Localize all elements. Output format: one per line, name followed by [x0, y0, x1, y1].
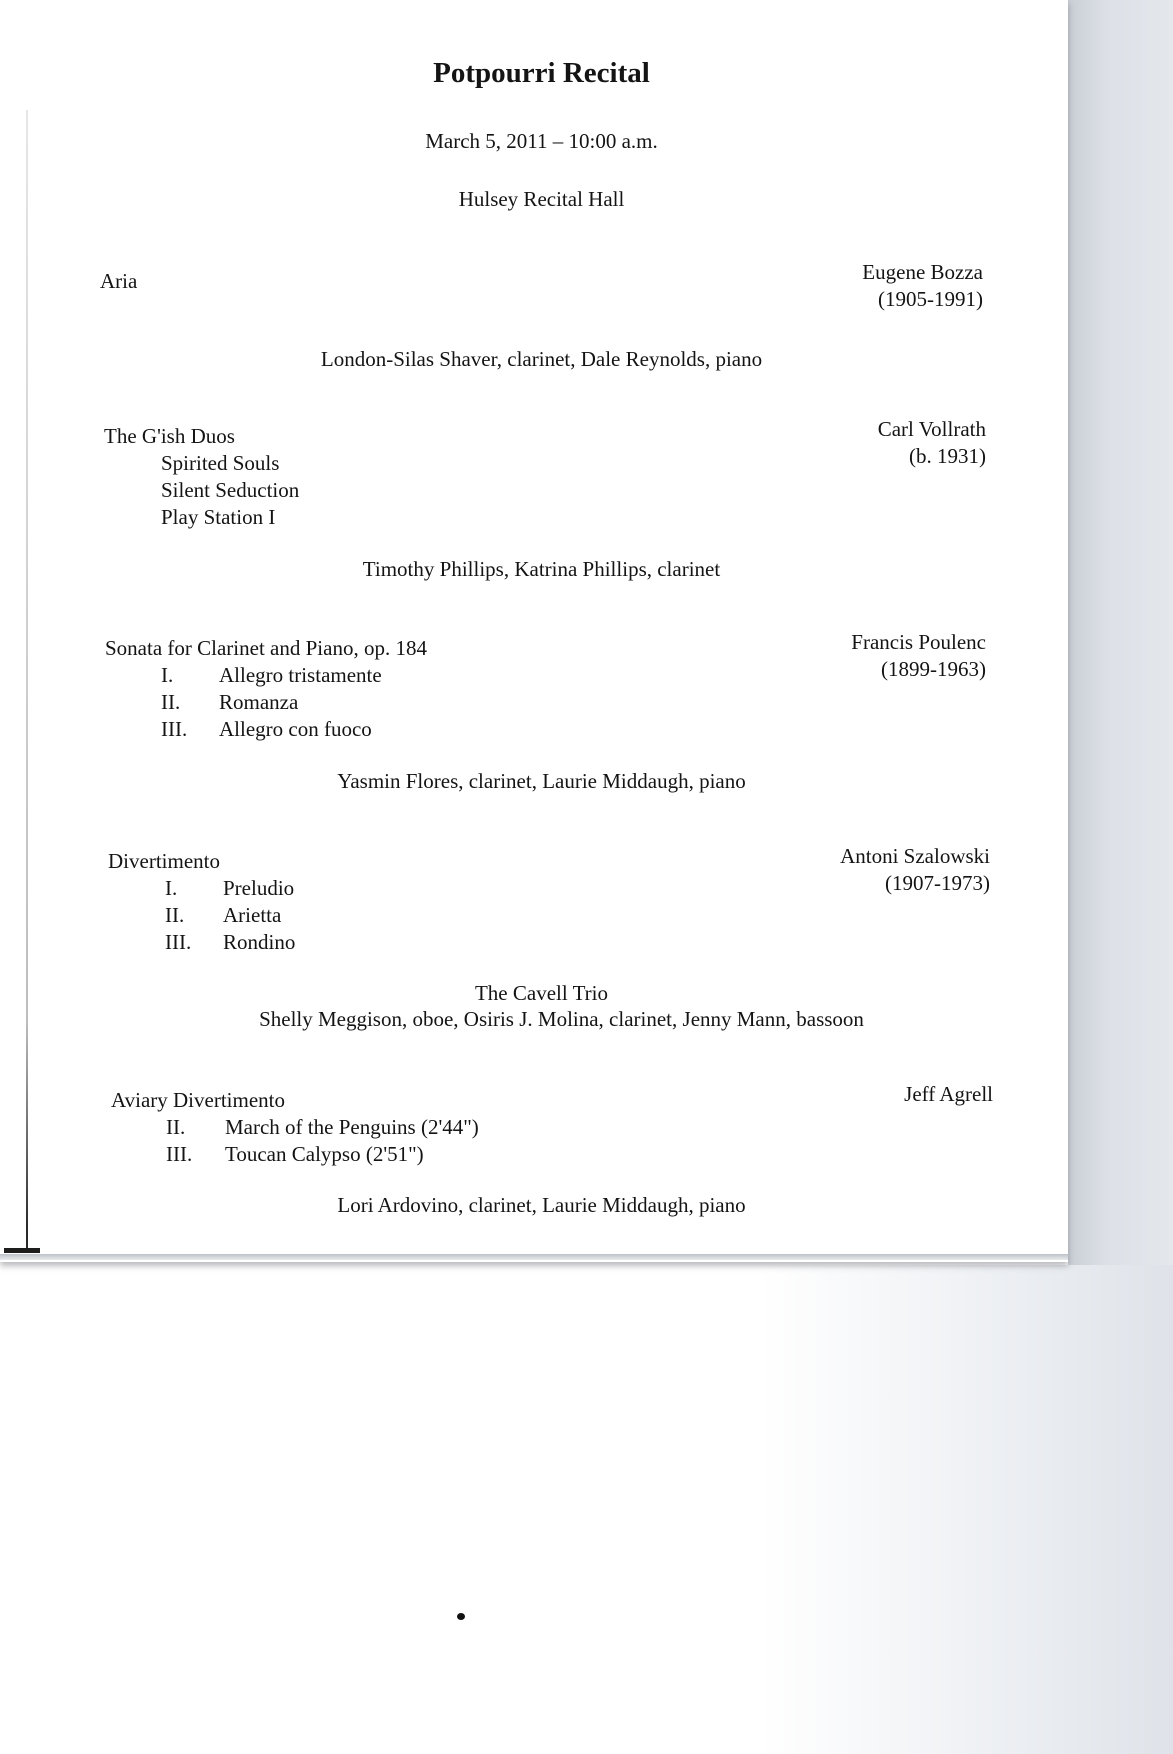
composer-dates: (1907-1973): [885, 871, 990, 895]
movement-name: Preludio: [223, 876, 295, 900]
composer-name: Carl Vollrath: [877, 417, 986, 441]
movement-name: Allegro tristamente: [219, 663, 382, 687]
movement-number: I.: [165, 876, 178, 900]
piece-title: Aviary Divertimento: [111, 1088, 285, 1112]
composer-name: Jeff Agrell: [904, 1082, 993, 1106]
movement-name: Allegro con fuoco: [219, 717, 372, 741]
page-corner-mark: [4, 1248, 40, 1253]
movement-name: Spirited Souls: [161, 451, 280, 475]
composer-name: Francis Poulenc: [851, 630, 986, 654]
movement-number: II.: [161, 690, 181, 714]
movement-number: III.: [161, 717, 188, 741]
movement-number: II.: [165, 903, 185, 927]
program-date-time: March 5, 2011 – 10:00 a.m.: [425, 129, 658, 153]
composer-name: Antoni Szalowski: [840, 844, 990, 868]
performers: Timothy Phillips, Katrina Phillips, clarinet: [362, 557, 721, 581]
ensemble-name: The Cavell Trio: [474, 981, 608, 1005]
movement-name: Toucan Calypso (2'51"): [225, 1142, 424, 1166]
piece-title: Sonata for Clarinet and Piano, op. 184: [105, 636, 427, 660]
performers: Yasmin Flores, clarinet, Laurie Middaugh, piano: [337, 769, 746, 793]
movement-name: Silent Seduction: [161, 478, 300, 502]
movement-name: March of the Penguins (2'44"): [225, 1115, 479, 1139]
composer-dates: (1905-1991): [878, 287, 983, 311]
movement-name: Play Station I: [161, 505, 276, 529]
composer-dates: (b. 1931): [909, 444, 986, 468]
movement-number: II.: [166, 1115, 186, 1139]
page-bottom-edge: [0, 1254, 1068, 1260]
movement-number: I.: [161, 663, 174, 687]
composer-name: Eugene Bozza: [862, 260, 983, 284]
program-venue: Hulsey Recital Hall: [458, 187, 625, 211]
program-title: Potpourri Recital: [433, 57, 650, 89]
movement-number: III.: [166, 1142, 193, 1166]
page-left-edge: [26, 110, 28, 1250]
movement-number: III.: [165, 930, 192, 954]
performers: Shelly Meggison, oboe, Osiris J. Molina, clarinet, Jenny Mann, bassoon: [259, 1007, 864, 1031]
scan-speck: [457, 1613, 465, 1620]
movement-name: Arietta: [223, 903, 282, 927]
performers: Lori Ardovino, clarinet, Laurie Middaugh, piano: [337, 1193, 746, 1217]
piece-title: The G'ish Duos: [104, 424, 235, 448]
performers: London-Silas Shaver, clarinet, Dale Reynolds, piano: [320, 347, 763, 371]
piece-title: Aria: [100, 269, 138, 293]
scan-background-bottom: [760, 1265, 1173, 1754]
composer-dates: (1899-1963): [881, 657, 986, 681]
movement-name: Romanza: [219, 690, 299, 714]
piece-title: Divertimento: [108, 849, 220, 873]
movement-name: Rondino: [223, 930, 296, 954]
